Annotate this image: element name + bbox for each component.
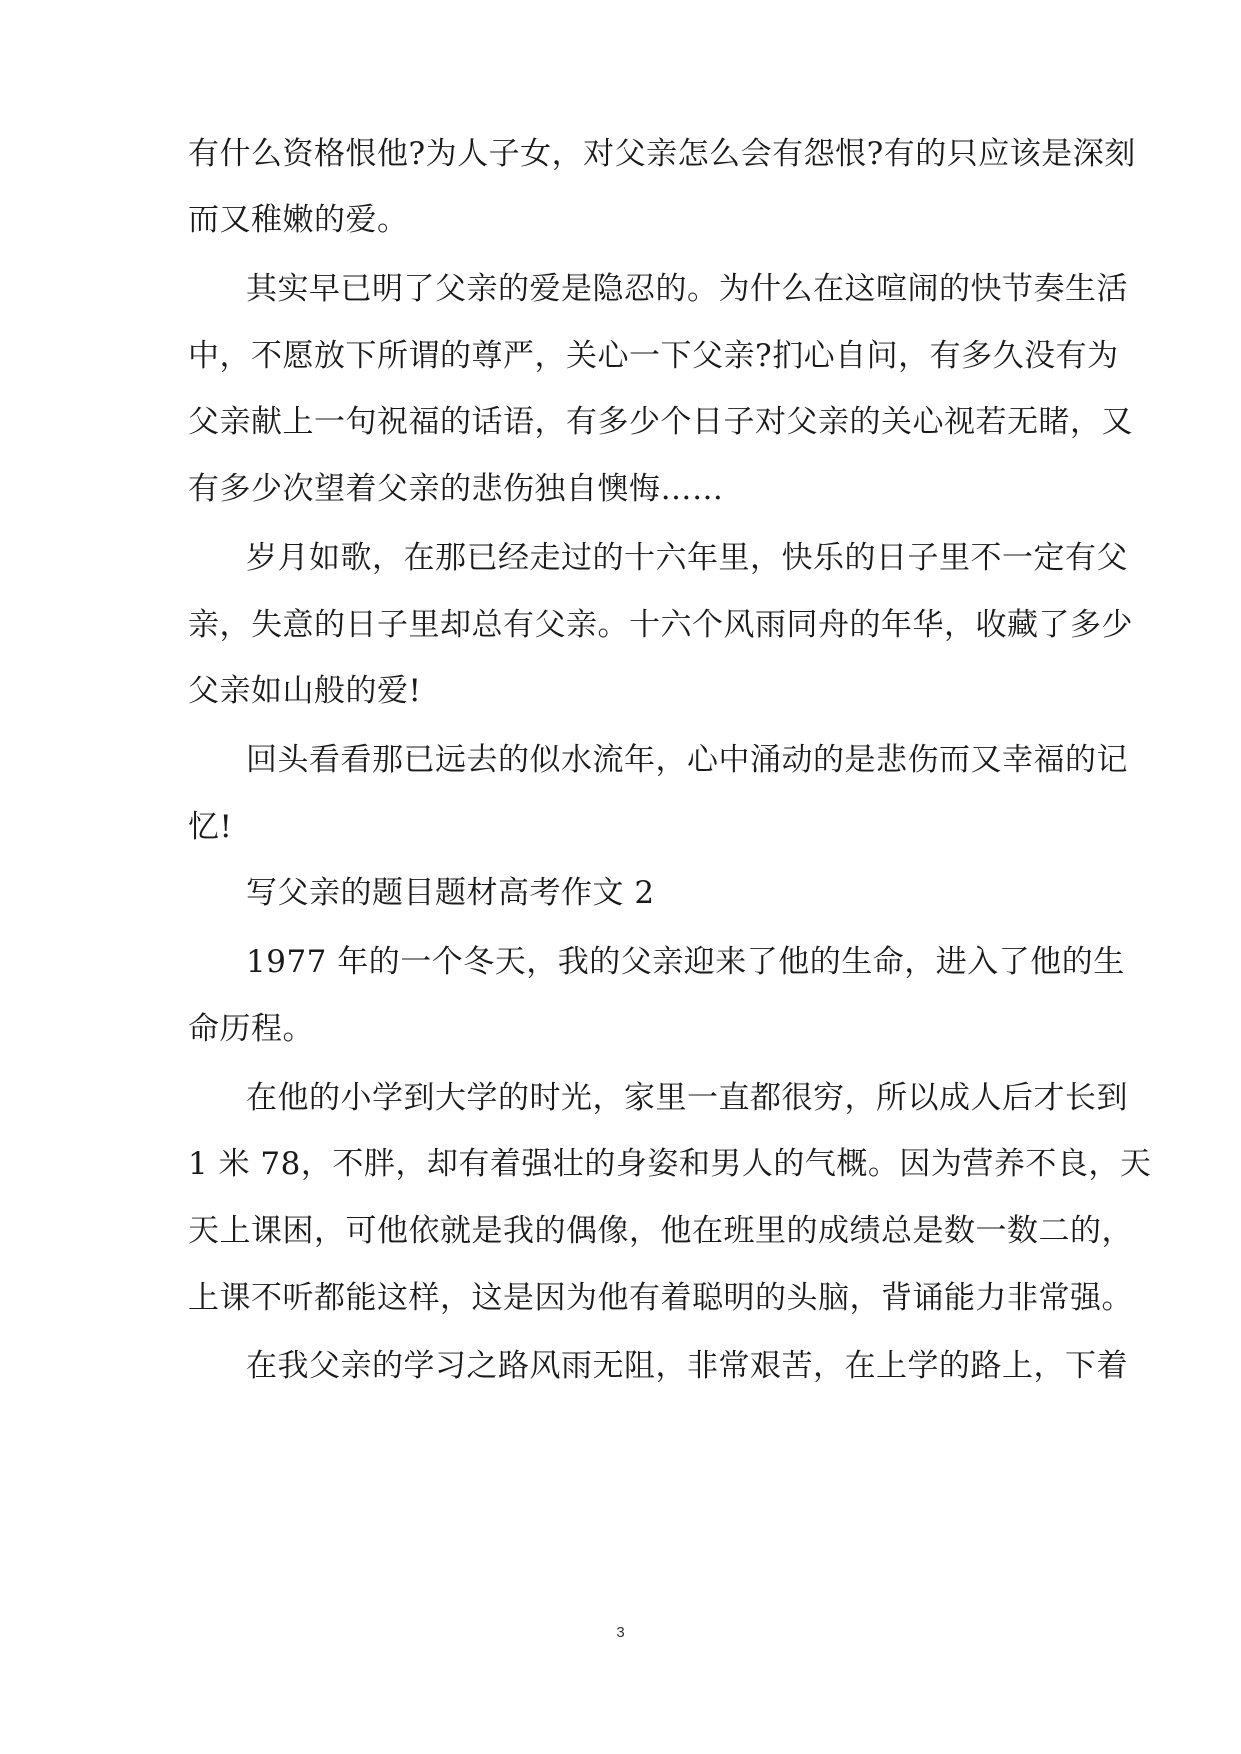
paragraph-start: 1977 年的一个冬天，我的父亲迎来了他的生命，进入了他的生 — [246, 944, 1125, 980]
section-heading: 写父亲的题目题材高考作文 2 — [246, 875, 655, 911]
paragraph-start: 岁月如歌，在那已经走过的十六年里，快乐的日子里不一定有父 — [246, 540, 1128, 576]
paragraph-start: 其实早已明了父亲的爱是隐忍的。为什么在这喧闹的快节奏生活 — [246, 271, 1128, 307]
text-line: 父亲如山般的爱! — [188, 673, 422, 709]
text-line: 亲，失意的日子里却总有父亲。十六个风雨同舟的年华，收藏了多少 — [188, 607, 1133, 643]
text-line: 命历程。 — [188, 1011, 314, 1047]
text-line: 父亲献上一句祝福的话语，有多少个日子对父亲的关心视若无睹，又 — [188, 404, 1133, 440]
text-line: 中，不愿放下所谓的尊严，关心一下父亲?扪心自问，有多久没有为 — [188, 338, 1119, 374]
text-line: 忆! — [188, 809, 233, 845]
page-number: 3 — [616, 1624, 625, 1641]
text-line: 有什么资格恨他?为人子女，对父亲怎么会有怨恨?有的只应该是深刻 — [188, 136, 1136, 172]
text-line: 天上课困，可他依就是我的偶像，他在班里的成绩总是数一数二的， — [188, 1213, 1133, 1249]
text-line: 1 米 78，不胖，却有着强壮的身姿和男人的气概。因为营养不良，天 — [188, 1146, 1152, 1182]
paragraph-start: 在他的小学到大学的时光，家里一直都很穷，所以成人后才长到 — [246, 1080, 1128, 1116]
text-line: 而又稚嫩的爱。 — [188, 202, 409, 238]
paragraph-start: 在我父亲的学习之路风雨无阻，非常艰苦，在上学的路上，下着 — [246, 1348, 1128, 1384]
text-line: 有多少次望着父亲的悲伤独自懊悔…… — [188, 471, 724, 507]
paragraph-start: 回头看看那已远去的似水流年，心中涌动的是悲伤而又幸福的记 — [246, 742, 1128, 778]
text-line: 上课不听都能这样，这是因为他有着聪明的头脑，背诵能力非常强。 — [188, 1280, 1133, 1316]
